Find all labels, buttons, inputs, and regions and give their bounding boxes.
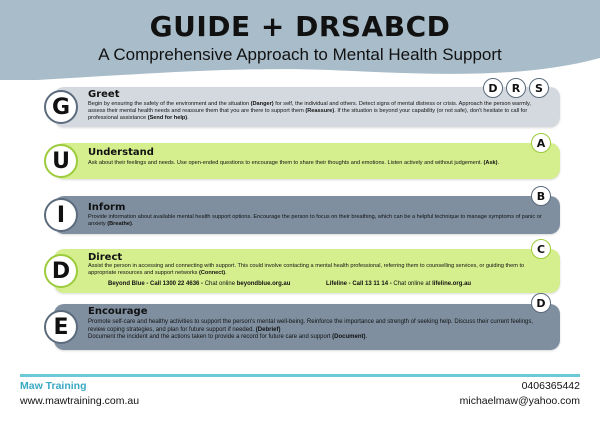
badge-c: C <box>531 239 551 259</box>
letter-circle-g: G <box>44 90 78 124</box>
row-description: Begin by ensuring the safety of the environment and the situation (Danger) for self, the individual and others. Detect signs of mental distress or crisis. Approach the person warmly, assess their mental health needs and reassure them that you are there to support them (Reassure). If the situation is beyond your capability (or not safe), don't hesitate to call for professional assistance (Send for help). <box>88 101 531 122</box>
footer-brand: Maw Training <box>20 380 87 392</box>
row-heading: Understand <box>88 147 154 158</box>
footer-website[interactable]: www.mawtraining.com.au <box>20 395 140 407</box>
footer-email[interactable]: michaelmaw@yahoo.com <box>459 395 580 407</box>
row-description: Promote self-care and healthy activities to support the person's mental well-being. Reinforce the importance and strength of seeking help. Discuss their current feelings, review coping strategies, and plan for future support if needed. (Debrief) Document the incident and the actions taken to provide a record for future care and support (Document). <box>88 319 534 341</box>
lifeline-contact: Lifeline - Call 13 11 14 - Chat online at lifeline.org.au <box>326 281 472 287</box>
letter-circle-u: U <box>44 144 78 178</box>
lifeline-link[interactable]: lifeline.org.au <box>432 281 472 287</box>
page-subtitle: A Comprehensive Approach to Mental Health Support <box>98 45 502 64</box>
letter-circle-d: D <box>44 254 78 288</box>
guide-row-greet <box>44 87 560 127</box>
beyond-blue-link[interactable]: beyondblue.org.au <box>236 281 291 287</box>
footer-divider <box>20 374 580 377</box>
guide-row-understand <box>44 143 560 179</box>
badge-d-2: D <box>531 293 551 313</box>
guide-row-inform <box>44 196 560 234</box>
beyond-blue-contact: Beyond Blue - Call 1300 22 4636 - Chat online beyondblue.org.au <box>108 281 291 287</box>
row-heading: Greet <box>88 89 120 100</box>
badge-d: D <box>483 78 503 98</box>
row-heading: Direct <box>88 252 123 263</box>
row-heading: Encourage <box>88 306 148 317</box>
badge-a: A <box>531 133 551 153</box>
letter-circle-i: I <box>44 198 78 232</box>
page-title: GUIDE + DRSABCD <box>149 10 451 43</box>
row-description: Ask about their feelings and needs. Use open-ended questions to encourage them to share their thoughts and emotions. Listen actively and without judgement. (Ask). <box>88 160 500 166</box>
badge-b: B <box>531 186 551 206</box>
guide-row-encourage <box>44 304 560 350</box>
row-description: Assist the person in accessing and connecting with support. This could involve contacting a mental health professional, referring them to counselling services, or guiding them to appropriate resources and support networks (Connect). <box>88 263 525 277</box>
letter-circle-e: E <box>44 310 78 344</box>
badge-s: S <box>529 78 549 98</box>
badge-r: R <box>506 78 526 98</box>
footer-phone: 0406365442 <box>521 380 580 392</box>
row-heading: Inform <box>88 202 126 213</box>
row-description: Provide information about available mental health support options. Encourage the person to focus on their breathing, which can be a helpful technique to manage symptoms of panic or anxiety (Breathe). <box>88 214 542 228</box>
